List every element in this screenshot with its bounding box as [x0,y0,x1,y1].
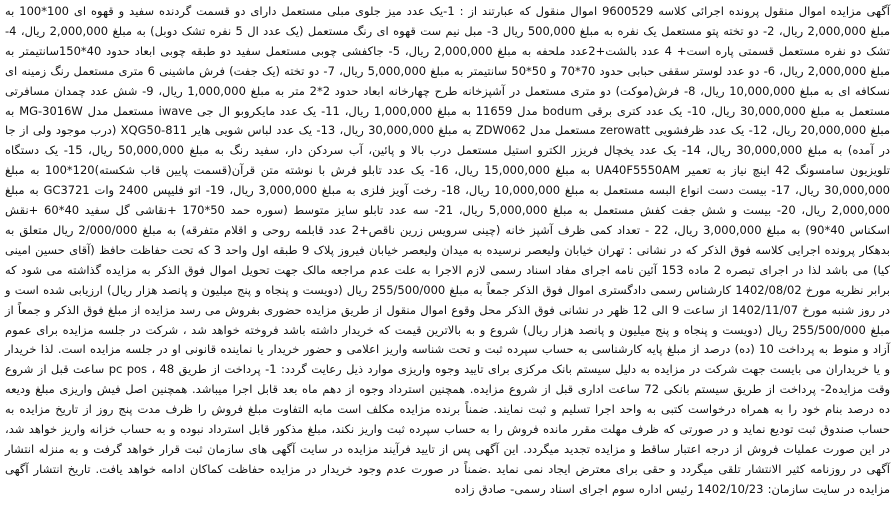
auction-notice-text: آگهی مزایده اموال منقول پرونده اجرائی کلاسه 9600529 اموال منقول که عبارتند از : 1-یک عدد میز جلوی مبلی مستعمل دارای دو قسمت گردنده سفید و قهوه ای 100*100 به مبلغ 2,000,000 ریال، 2- دو تخته پتو مستعمل یک نفره به مبلغ 500,000 ریال 3- مبل نیم ست قهوه ای رنگ مستعمل (یک عدد ال 5 نفره تشک دوبل) به مبلغ 2,000,000 ریال، 4- تشک دو نفره مستعمل قسمتی پاره است+ 4 عدد بالشت+2عدد ملحفه به مبلغ 2,000,000 ریال، 5- جاکفشی چوبی مستعمل سفید دو طبقه چوبی ابعاد حدود 40*150سانتیمتر به مبلغ 2,000,000 ریال، 6- دو عدد لوستر سقفی حبابی حدود 70*70 و 50*50 سانتیمتر به مبلغ 5,000,000 ریال، 7- دو تخته (یک جفت) فرش ماشینی 6 متری مستعمل رنگ زمینه ای نسکافه ای به مبلغ 10,000,000 ریال، 8- فرش(موکت) دو متری مستعمل در آشپزخانه طرح چهارخانه ابعاد حدود 2*2 متر به مبلغ 1,000,000 ریال، 9- شش عدد چمدان مسافرتی مستعمل به مبلغ 30,000,000 ریال، 10- یک عدد کتری برقی bodum مدل 11659 به مبلغ 1,000,000 ریال، 11- یک عدد مایکروبو ال جی iwave مستعمل مدل MG-3016W به مبلغ 20,000,000 ریال، 12- یک عدد ظرفشویی zerowatt مستعمل مدل ZDW062 به مبلغ 30,000,000 ریال، 13- یک عدد لباس شویی هایر XQG50-811 (درب موجود ولی از جا در آمده) به مبلغ 30,000,000 ریال، 14- یک عدد یخچال فریزر الکترو استیل مستعمل درب بالا و پائین، آب سردکن دار، سفید رنگ به مبلغ 50,000,000 ریال، 15- یک دستگاه تلویزیون سامسونگ 42 اینچ نیاز به تعمیر UA40F5550AM به مبلغ 15,000,000 ریال، 16- یک عدد تابلو فرش با نوشته متن قرآن(قسمت پایین قاب شکسته)120*100 به مبلغ 30,000,000 ریال، 17- بیست دست انواع البسه مستعمل به مبلغ 10,000,000 ریال، 18- رخت آویز فلزی به مبلغ 3,000,000 ریال، 19- اتو فلیپس 2400 وات GC3721 به مبلغ 2,000,000 ریال، 20- بیست و شش جفت کفش مستعمل به مبلغ 5,000,000 ریال، 21- سه عدد تابلو سایز متوسط (سوره حمد 50*170 +نقاشی گل سفید 40*60 +نقش اسکناس 40*90) به مبلغ 3,000,000 ریال، 22 - تعداد کمی ظرف آشپز خانه (چینی سرویس زرین ناقص+2 عدد قابلمه روحی و اقلام متفرقه) به مبلغ 2/000/000 ریال متعلق به بدهکار پرونده اجرایی کلاسه فوق الذکر که در نشانی : تهران خیابان ولیعصر نرسیده به میدان ولیعصر خیابان فیروز پلاک 9 طبقه اول واحد 3 که تحت حفاظت حافظ (آقای حسین امینی کیا) می باشد لذا در اجرای تبصره 2 ماده 153 آئین نامه اجرای مفاد اسناد رسمی لازم الاجرا به علت عدم مراجعه مالک جهت تحویل اموال فوق الذکر به مزایده گذاشته می شود که برابر نظریه مورخ 1402/08/02 کارشناس رسمی دادگستری اموال فوق الذکر جمعاً به مبلغ 255/500/000 ریال (دویست و پنجاه و پنج میلیون و پانصد هزار ریال) ارزیابی شده است و در روز شنبه مورخ 1402/11/07 از ساعت 9 الی 12 ظهر در نشانی فوق الذکر محل وقوع اموال منقول از طریق مزایده حضوری بفروش می رسد مزایده از مبلغ فوق الذکر و جمعاً از مبلغ 255/500/000 ریال (دویست و پنجاه و پنج میلیون و پانصد هزار ریال) شروع و به بالاترین قیمت که خریدار داشته باشد فروخته خواهد شد ، شرکت در جلسه مزایده برای عموم آزاد و منوط به پرداخت 10 (ده) درصد از مبلغ پایه کارشناسی به حساب سپرده ثبت و تحت شناسه واریز اعلامی و حضور خریدار یا نماینده قانونی او در جلسه مزایده است. لذا خریدار و یا خریداران می بایست جهت شرکت در مزایده به دلیل سیستم بانک مرکزی برای تایید وجوه واریزی موارد ذیل رعایت گردد: 1- پرداخت از طریق pc pos ، 48 ساعت قبل از شروع وقت مزایده2- پرداخت از طریق سیستم بانکی 72 ساعت اداری قبل از شروع مزایده. همچنین استرداد وجوه از دهم ماه بعد قابل اجرا میباشد. همچنین اصل فیش واریزی مبلغ ودیعه ده درصد بنام خود را به همراه درخواست کتبی به واحد اجرا تسلیم و ثبت نمایند. ضمناً برنده مزایده مکلف است مابه التفاوت مبلغ فروش را ظرف مدت پنج روز از تاریخ مزایده به حساب صندوق ثبت تودیع نماید و در صورتی که ظرف مهلت مقرر مانده فروش را به حساب سپرده ثبت واریز نکند، مبلغ مذکور قابل استرداد نبوده و به حساب خزانه واریز خواهد شد، در این صورت عملیات فروش از درجه اعتبار ساقط و مزایده تجدید میگردد. این آگهی پس از تایید فرآیند مزایده در سایت آگهی های سازمان ثبت قرار خواهد گرفت و به منزله انتشار آگهی در روزنامه کثیر الانتشار تلقی میگردد و حقی برای معترض ایجاد نمی نماید .ضمناً در صورت عدم وجود خریدار در مزایده حفاظت کماکان ادامه خواهد یافت. تاریخ انتشار آگهی مزایده در سایت سازمان: 1402/10/23 رئیس اداره سوم اجرای اسناد رسمی- صادق زاده [5,4,891,496]
